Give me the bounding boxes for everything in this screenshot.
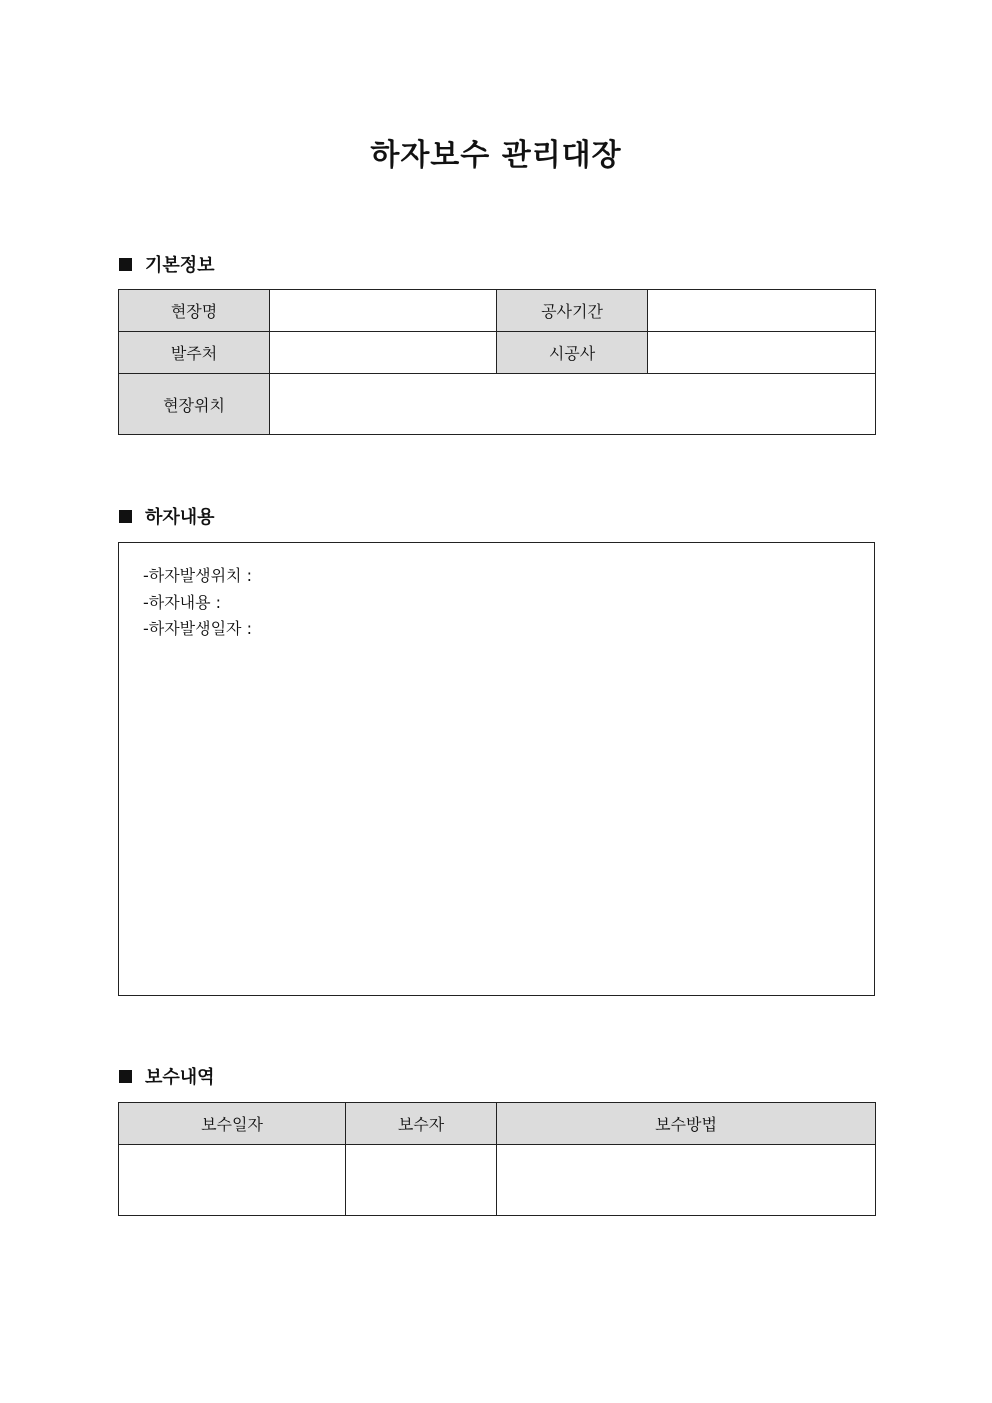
square-bullet-icon: [119, 1070, 132, 1083]
section-heading-repair: [119, 1064, 215, 1088]
defect-date-line: -하자발생일자 :: [143, 619, 252, 638]
defect-content-lines: [143, 563, 252, 643]
document-title: 하자보수 관리대장: [370, 138, 622, 173]
repair-date-field[interactable]: [119, 1145, 346, 1216]
construction-period-label: 공사기간: [497, 290, 648, 332]
table-row: [119, 290, 876, 332]
section-heading-label: 기본정보: [145, 255, 215, 276]
contractor-field[interactable]: [648, 332, 876, 374]
client-field[interactable]: [270, 332, 497, 374]
basic-info-table: [118, 289, 876, 435]
repairer-header: 보수자: [346, 1103, 497, 1145]
construction-period-field[interactable]: [648, 290, 876, 332]
defect-location-line: -하자발생위치 :: [143, 566, 252, 585]
site-name-label: 현장명: [119, 290, 270, 332]
table-row: [119, 332, 876, 374]
table-row: [119, 1145, 876, 1216]
table-header-row: [119, 1103, 876, 1145]
defect-content-box[interactable]: [118, 542, 875, 996]
repair-method-field[interactable]: [497, 1145, 876, 1216]
section-heading-basic-info: [119, 252, 215, 276]
repair-date-header: 보수일자: [119, 1103, 346, 1145]
section-heading-label: 보수내역: [145, 1067, 215, 1088]
site-name-field[interactable]: [270, 290, 497, 332]
repair-table: [118, 1102, 876, 1216]
square-bullet-icon: [119, 258, 132, 271]
section-heading-defect: [119, 504, 215, 528]
section-heading-label: 하자내용: [145, 507, 215, 528]
site-location-field[interactable]: [270, 374, 876, 435]
square-bullet-icon: [119, 510, 132, 523]
site-location-label: 현장위치: [119, 374, 270, 435]
table-row: [119, 374, 876, 435]
client-label: 발주처: [119, 332, 270, 374]
contractor-label: 시공사: [497, 332, 648, 374]
defect-description-line: -하자내용 :: [143, 592, 222, 612]
repair-method-header: 보수방법: [497, 1103, 876, 1145]
repairer-field[interactable]: [346, 1145, 497, 1216]
